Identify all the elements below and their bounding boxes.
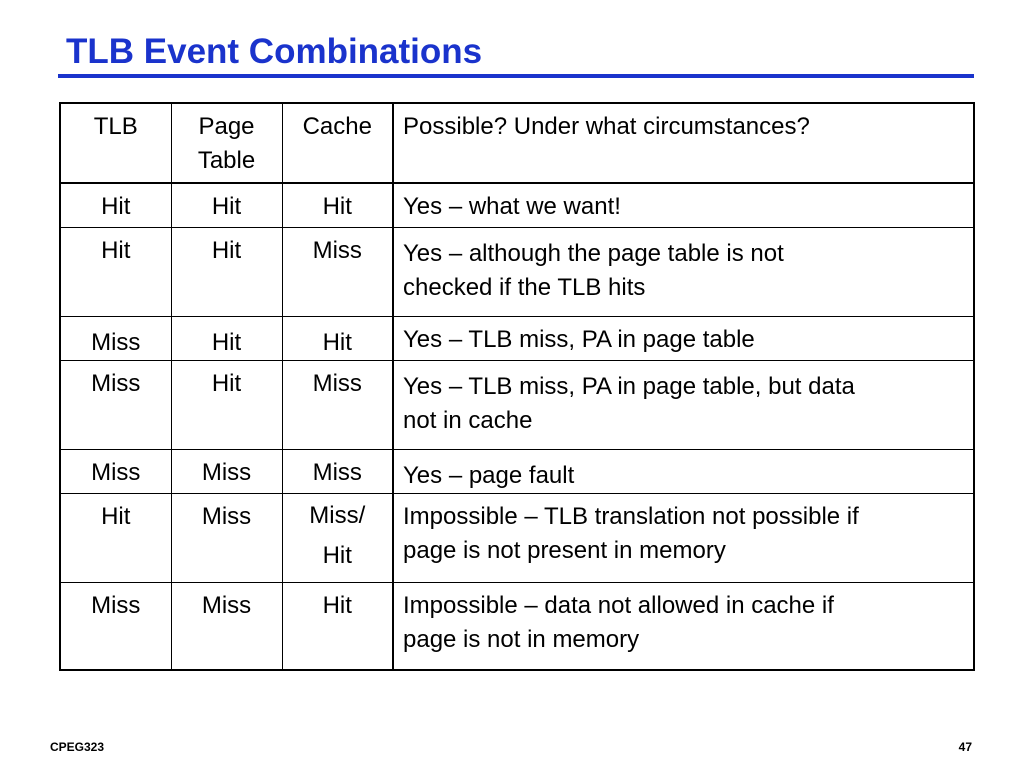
slide-title: TLB Event Combinations (66, 32, 483, 71)
cell-tlb: Miss (60, 360, 171, 449)
cell-page-table: Hit (171, 227, 282, 316)
cell-tlb: Hit (60, 493, 171, 582)
cell-description: Yes – although the page table is not checked if the TLB hits (393, 227, 974, 316)
cell-page-table: Miss (171, 449, 282, 493)
cell-page-table: Miss (171, 582, 282, 670)
cell-cache: Miss (282, 449, 393, 493)
cell-description: Impossible – TLB translation not possible if page is not present in memory (393, 493, 974, 582)
table-row (60, 360, 974, 449)
title-underline (58, 74, 974, 78)
header-cache: Cache (282, 103, 393, 183)
cell-cache: Hit (282, 183, 393, 227)
cell-page-table: Hit (171, 316, 282, 360)
table-row (60, 582, 974, 670)
cell-description: Impossible – data not allowed in cache if page is not in memory (393, 582, 974, 670)
cell-tlb: Hit (60, 183, 171, 227)
table-row (60, 493, 974, 582)
table-row (60, 227, 974, 316)
cell-page-table: Hit (171, 183, 282, 227)
footer-course-code: CPEG323 (50, 740, 105, 754)
cell-description: Yes – what we want! (393, 183, 974, 227)
header-tlb: TLB (60, 103, 171, 183)
table-row (60, 449, 974, 493)
table-row (60, 183, 974, 227)
tlb-event-table (59, 102, 975, 671)
cell-tlb: Miss (60, 316, 171, 360)
cell-cache: Hit (282, 582, 393, 670)
cell-tlb: Miss (60, 449, 171, 493)
cell-cache: Miss (282, 360, 393, 449)
cell-description: Yes – TLB miss, PA in page table (393, 316, 974, 360)
cell-cache: Miss (282, 227, 393, 316)
cell-description: Yes – page fault (393, 449, 974, 493)
cell-cache: Miss/ Hit (282, 493, 393, 582)
footer-page-number: 47 (958, 740, 972, 754)
table-header-row (60, 103, 974, 183)
table-row (60, 316, 974, 360)
cell-tlb: Hit (60, 227, 171, 316)
header-possible: Possible? Under what circumstances? (393, 103, 974, 183)
cell-description: Yes – TLB miss, PA in page table, but data not in cache (393, 360, 974, 449)
cell-page-table: Hit (171, 360, 282, 449)
cell-page-table: Miss (171, 493, 282, 582)
cell-cache: Hit (282, 316, 393, 360)
header-page-table: Page Table (171, 103, 282, 183)
cell-tlb: Miss (60, 582, 171, 670)
